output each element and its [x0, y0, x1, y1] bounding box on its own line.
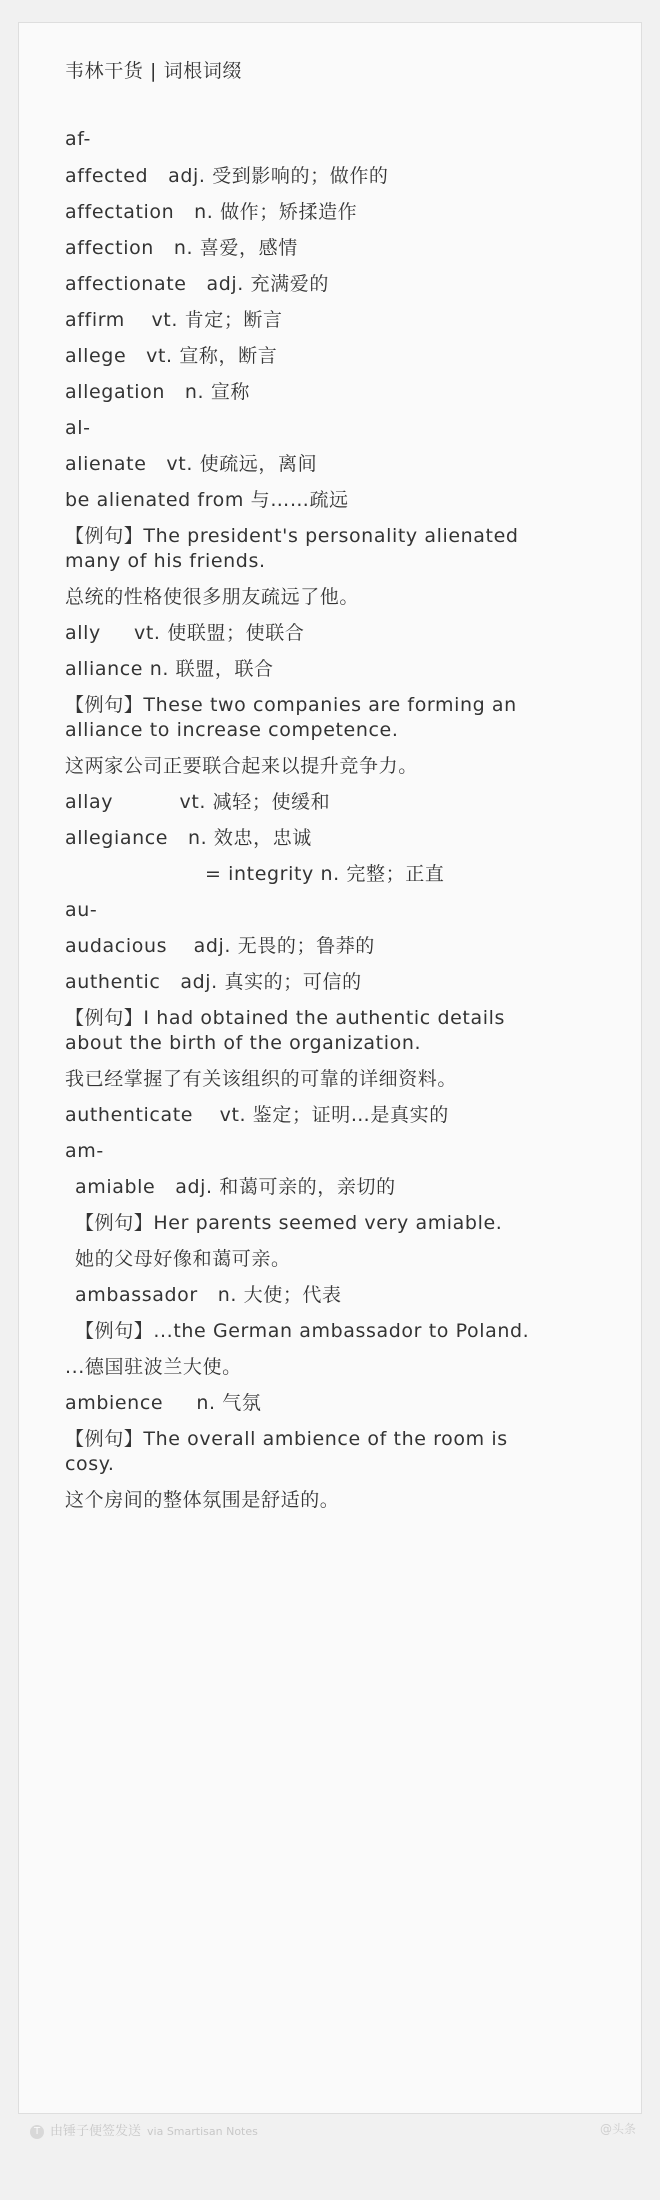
entry-allegation: allegation n. 宣称 — [65, 381, 251, 403]
watermark: @头条 — [599, 2122, 636, 2136]
footer-text: 由锤子便签发送 — [50, 2124, 142, 2139]
example-sentence-cont: many of his friends. — [65, 550, 266, 572]
entry-ally: ally vt. 使联盟；使联合 — [65, 622, 305, 644]
smartisan-notes-icon: T — [30, 2125, 44, 2139]
entry-authenticate: authenticate vt. 鉴定；证明…是真实的 — [65, 1104, 449, 1126]
example-sentence: 【例句】I had obtained the authentic details — [65, 1007, 505, 1029]
example-sentence: 【例句】The overall ambience of the room is — [65, 1428, 508, 1450]
section-heading-au: au- — [65, 899, 98, 921]
example-translation: 这个房间的整体氛围是舒适的。 — [65, 1489, 340, 1511]
example-translation: ...德国驻波兰大使。 — [65, 1356, 242, 1378]
entry-allay: allay vt. 减轻；使缓和 — [65, 791, 331, 813]
entry-alliance: alliance n. 联盟，联合 — [65, 658, 274, 680]
example-translation: 总统的性格使很多朋友疏远了他。 — [65, 586, 360, 608]
entry-ambience: ambience n. 气氛 — [65, 1392, 262, 1414]
entry-affectation: affectation n. 做作；矫揉造作 — [65, 201, 358, 223]
example-sentence: 【例句】Her parents seemed very amiable. — [75, 1212, 503, 1234]
section-heading-af: af- — [65, 128, 91, 150]
entry-amiable: amiable adj. 和蔼可亲的，亲切的 — [75, 1176, 396, 1198]
example-sentence: 【例句】The president's personality alienated — [65, 525, 519, 547]
footer — [30, 2120, 258, 2139]
entry-ambassador: ambassador n. 大使；代表 — [75, 1284, 342, 1306]
entry-allegiance: allegiance n. 效忠，忠诚 — [65, 827, 312, 849]
entry-affectionate: affectionate adj. 充满爱的 — [65, 273, 329, 295]
entry-authentic: authentic adj. 真实的；可信的 — [65, 971, 362, 993]
example-sentence-cont: about the birth of the organization. — [65, 1032, 422, 1054]
example-sentence-cont: alliance to increase competence. — [65, 719, 399, 741]
entry-affection: affection n. 喜爱，感情 — [65, 237, 298, 259]
note-card — [18, 22, 642, 2114]
note-title: 韦林干货 | 词根词缀 — [65, 60, 243, 82]
entry-affected: affected adj. 受到影响的；做作的 — [65, 165, 389, 187]
section-heading-am: am- — [65, 1140, 104, 1162]
entry-audacious: audacious adj. 无畏的；鲁莽的 — [65, 935, 375, 957]
entry-affirm: affirm vt. 肯定；断言 — [65, 309, 283, 331]
section-heading-al: al- — [65, 417, 91, 439]
footer-via: via Smartisan Notes — [147, 2125, 258, 2138]
example-sentence-cont: cosy. — [65, 1453, 115, 1475]
example-sentence: 【例句】...the German ambassador to Poland. — [75, 1320, 530, 1342]
example-sentence: 【例句】These two companies are forming an — [65, 694, 517, 716]
entry-integrity-synonym: = integrity n. 完整；正直 — [205, 863, 445, 885]
entry-alienated-from: be alienated from 与……疏远 — [65, 489, 349, 511]
entry-allege: allege vt. 宣称，断言 — [65, 345, 278, 367]
example-translation: 这两家公司正要联合起来以提升竞争力。 — [65, 755, 418, 777]
example-translation: 我已经掌握了有关该组织的可靠的详细资料。 — [65, 1068, 458, 1090]
example-translation: 她的父母好像和蔼可亲。 — [75, 1248, 291, 1270]
entry-alienate: alienate vt. 使疏远，离间 — [65, 453, 318, 475]
